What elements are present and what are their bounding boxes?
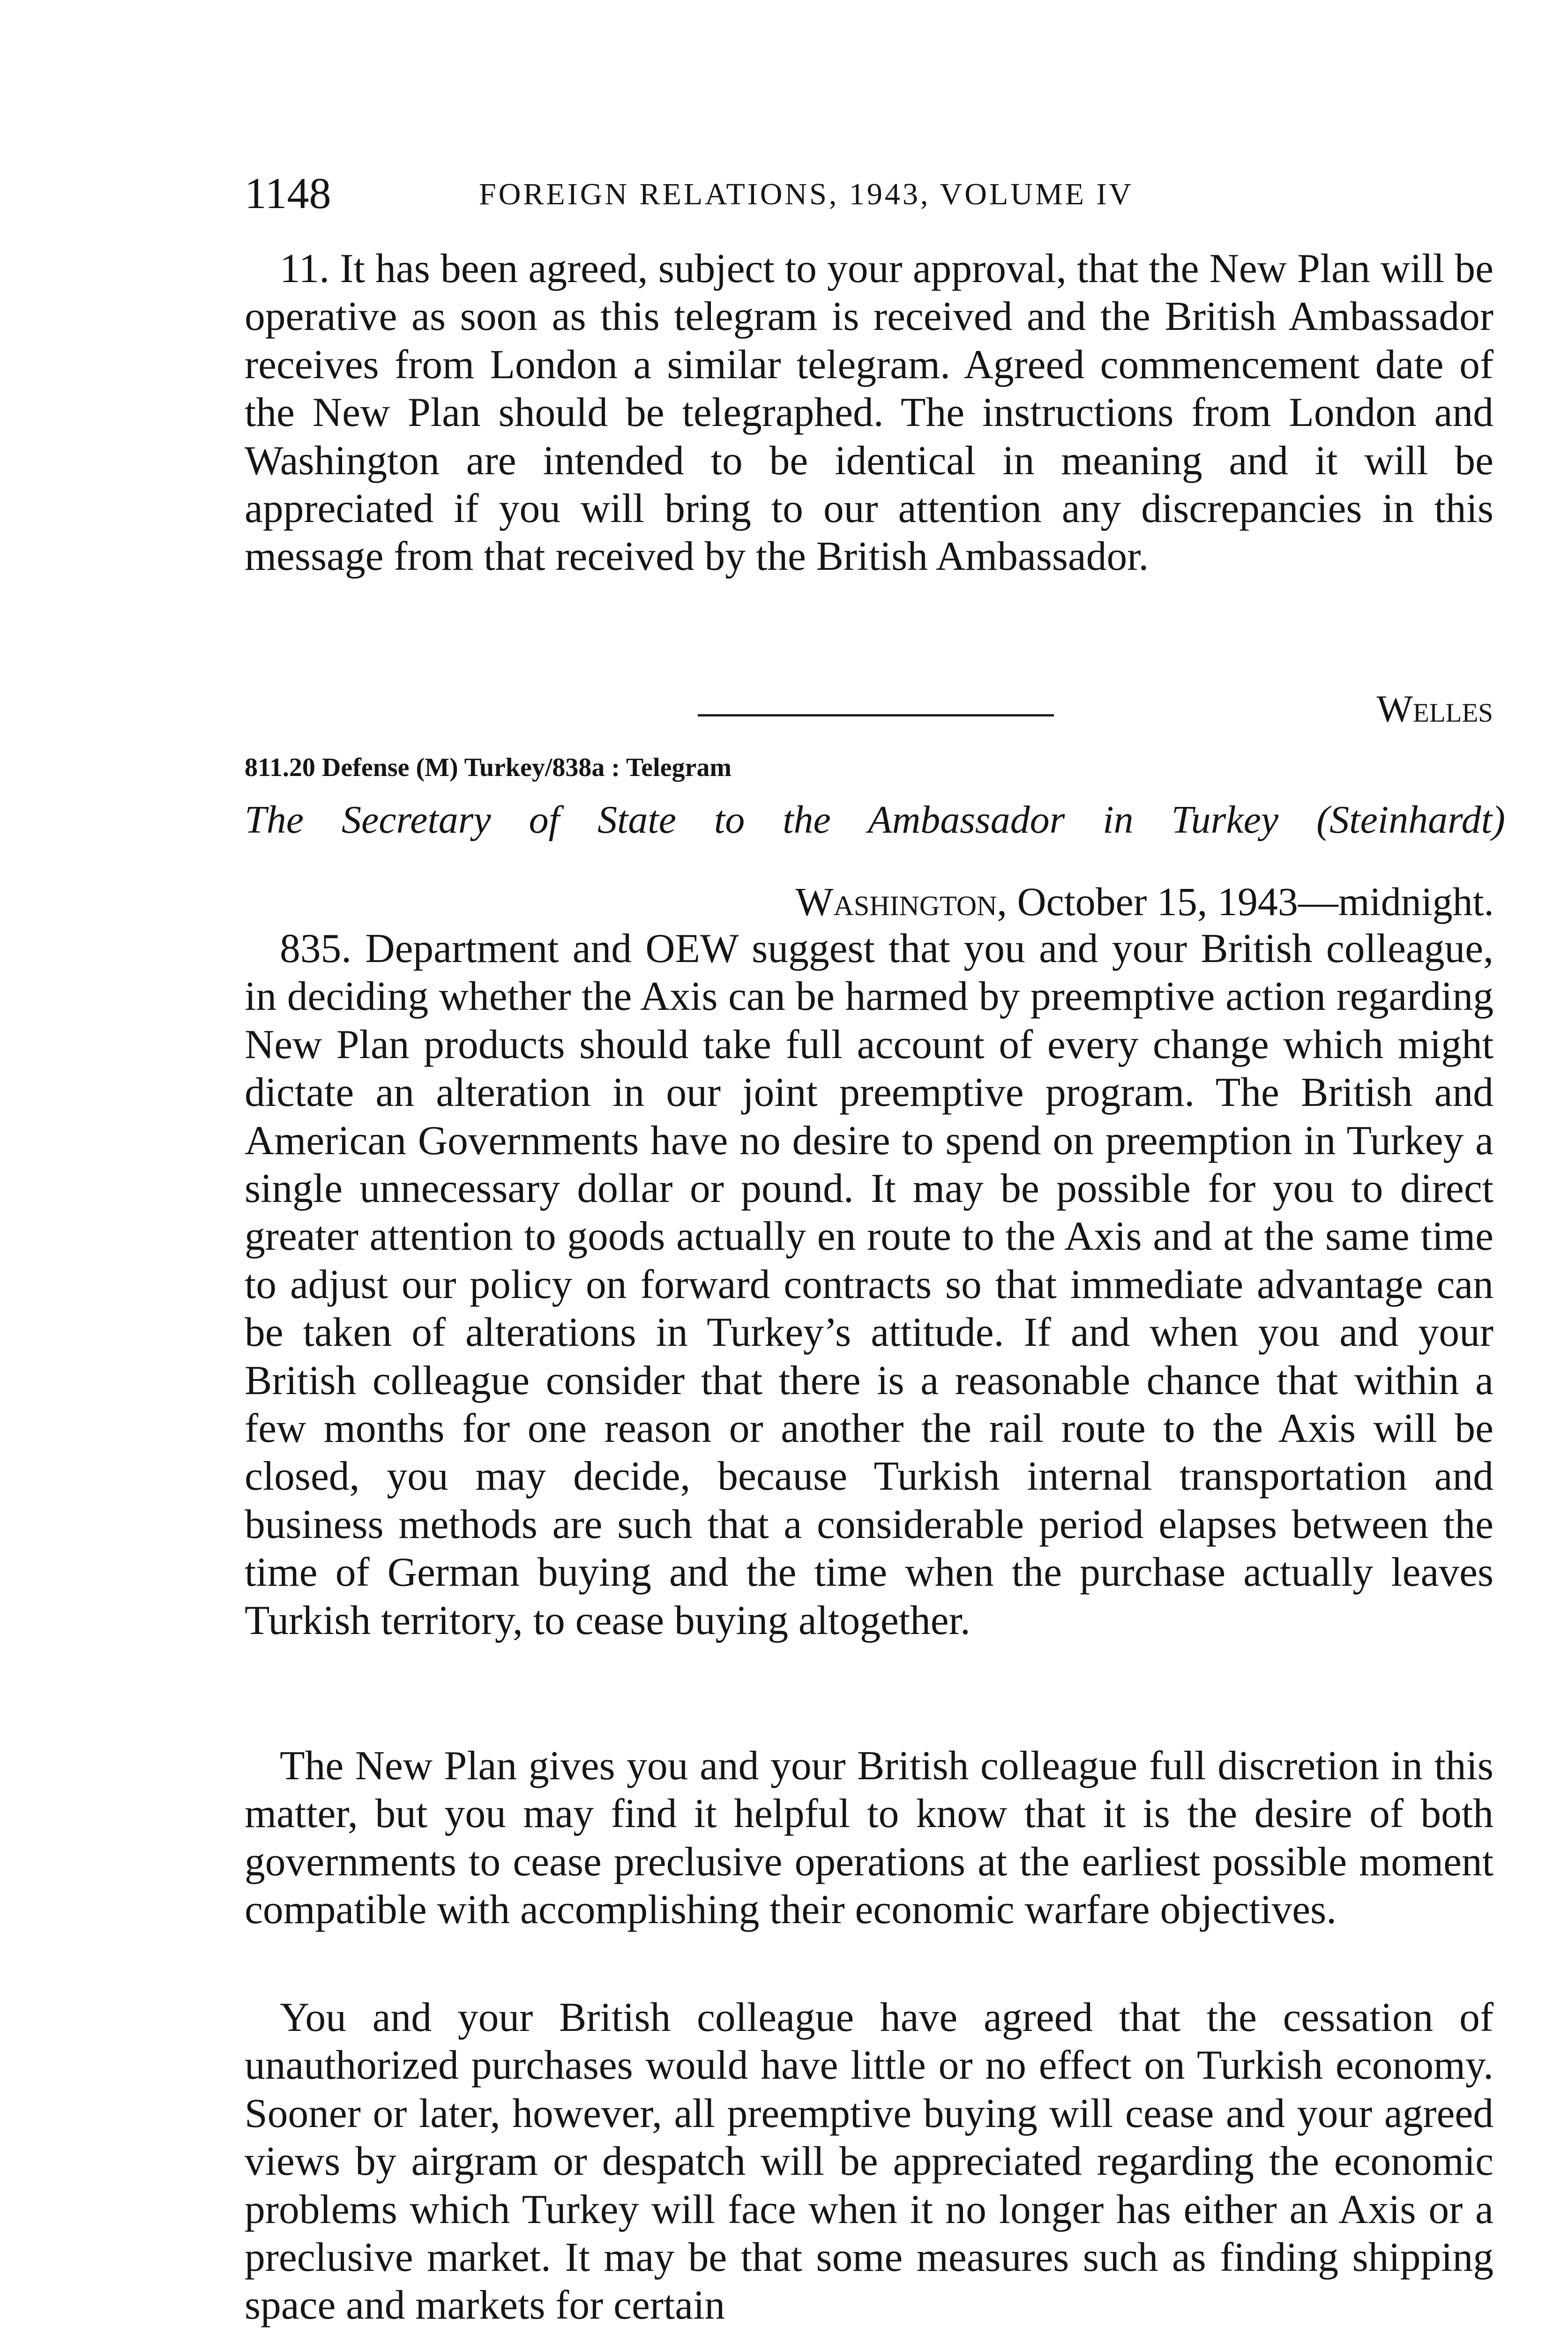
paragraph-new-plan: The New Plan gives you and your British colleague full discretion in this matter, but you may find it helpful to know that it is the desire of both governments to cease preclusive operations at the earliest possible moment compatible with accomplishing their economic warfare objectives. xyxy=(245,1743,1493,1933)
paragraph-economy: You and your British colleague have agreed that the cessation of unauthorized purchases would have little or no effect on Turkish economy. Sooner or later, however, all preemptive buying will cease and your agreed views by airgram or despatch will be appreciated regarding the economic problems which Turkey will face when it no longer has either an Axis or a preclusive market. It may be that some measures such as finding shipping space and markets for certain xyxy=(245,1994,1493,2328)
dateline-place: Washington, xyxy=(795,879,1007,924)
paragraph-11: 11. It has been agreed, subject to your approval, that the New Plan will be operative as soon as this telegram is received and the British Ambassador receives from London a similar telegram. Agreed commencement date of the New Plan should be telegraphed. The instructions from London and Washington are intended to be identical in meaning and it will be appreciated if you will bring to our attention any discrepancies in this message from that received by the British Ambassador. xyxy=(245,246,1493,579)
dateline-date: October 15, 1943—midnight. xyxy=(1017,879,1494,924)
paragraph-835: 835. Department and OEW suggest that you and your British colleague, in deciding whether the Axis can be harmed by preemptive action regarding New Plan products should take full account of every change which might dictate an alteration in our joint preemptive program. The British and American Governments have no desire to spend on preemption in Turkey a single unnecessary dollar or pound. It may be possible for you to direct greater attention to goods actually en route to the Axis and at the same time to adjust our policy on forward contracts so that immediate advantage can be taken of alterations in Turkey’s attitude. If and when you and your British colleague consider that there is a reasonable chance that within a few months for one reason or another the rail route to the Axis will be closed, you may decide, because Turkish internal transportation and business methods are such that a considerable period elapses between the time of German buying and the time when the purchase actually leaves Turkish territory, to cease buying altogether. xyxy=(245,925,1493,1643)
page-number: 1148 xyxy=(245,169,331,218)
section-divider xyxy=(698,714,1054,716)
running-head xyxy=(245,168,1307,219)
file-reference: 811.20 Defense (M) Turkey/838a : Telegram xyxy=(245,753,732,782)
signature: Welles xyxy=(1376,687,1493,730)
dateline xyxy=(795,877,1494,926)
document-title: The Secretary of State to the Ambassador in Turkey (Steinhardt) xyxy=(245,798,1505,842)
running-title: FOREIGN RELATIONS, 1943, VOLUME IV xyxy=(479,177,1134,211)
